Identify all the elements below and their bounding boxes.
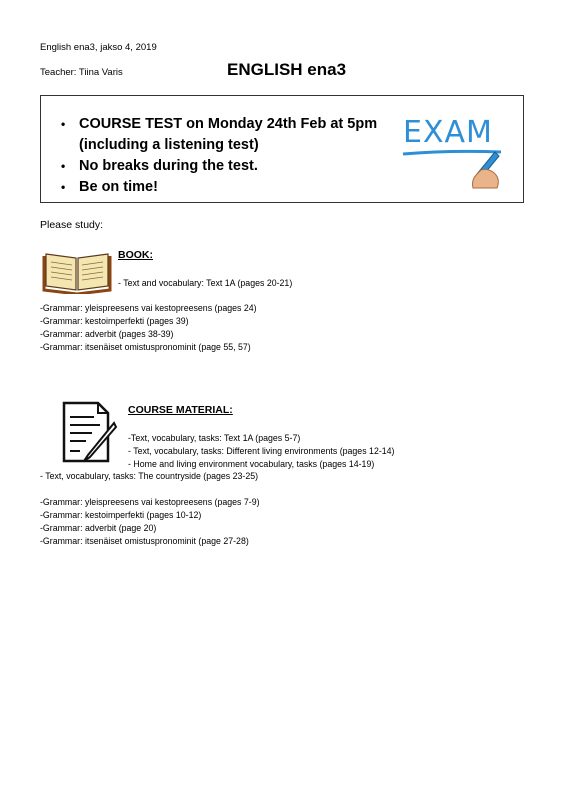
list-item: -Grammar: kestoimperfekti (pages 39) (40, 316, 189, 326)
list-item: -Grammar: yleispreesens vai kestopreesens (pages 24) (40, 303, 257, 313)
exam-notice-list (61, 114, 377, 198)
material-grammar-list (40, 496, 260, 548)
document-pen-icon (58, 401, 118, 465)
bullet-icon: • (61, 117, 66, 131)
hand-marker-icon (473, 152, 500, 188)
book-heading: BOOK: (118, 249, 153, 261)
course-info: English ena3, jakso 4, 2019 (40, 42, 157, 53)
list-item: -Grammar: itsenäiset omistuspronominit (page 27-28) (40, 536, 249, 546)
study-intro: Please study: (40, 219, 104, 231)
bullet-icon: • (61, 180, 66, 194)
exam-illustration (401, 108, 509, 190)
bullet-icon: • (61, 159, 66, 173)
open-book-icon (42, 246, 112, 294)
notice-item: • Be on time! (61, 177, 377, 198)
notice-item: • No breaks during the test. (61, 156, 377, 177)
book-grammar-list (40, 302, 257, 354)
list-item: -Grammar: itsenäiset omistuspronominit (page 55, 57) (40, 342, 251, 352)
list-item: -Grammar: adverbit (page 20) (40, 523, 157, 533)
list-item: -Text, vocabulary, tasks: Text 1A (pages 5-7) (128, 433, 301, 443)
notice-item: (including a listening test) (79, 137, 259, 153)
notice-item: • COURSE TEST on Monday 24th Feb at 5pm (61, 114, 377, 135)
book-text-line: - Text and vocabulary: Text 1A (pages 20-21) (118, 278, 293, 288)
teacher-info: Teacher: Tiina Varis (40, 67, 123, 78)
list-item: -Grammar: kestoimperfekti (pages 10-12) (40, 510, 202, 520)
course-material-heading: COURSE MATERIAL: (128, 404, 233, 416)
exam-notice-box (40, 95, 524, 203)
list-item: -Grammar: adverbit (pages 38-39) (40, 329, 174, 339)
course-material-list (128, 432, 394, 471)
list-item: - Text, vocabulary, tasks: Different living environments (pages 12-14) (128, 446, 395, 456)
exam-label: EXAM (403, 115, 493, 150)
list-item: -Grammar: yleispreesens vai kestopreesens (pages 7-9) (40, 497, 260, 507)
list-item: - Home and living environment vocabulary, tasks (pages 14-19) (128, 459, 375, 469)
course-material-extra: - Text, vocabulary, tasks: The countryside (pages 23-25) (40, 471, 259, 481)
page-title: ENGLISH ena3 (227, 60, 347, 79)
